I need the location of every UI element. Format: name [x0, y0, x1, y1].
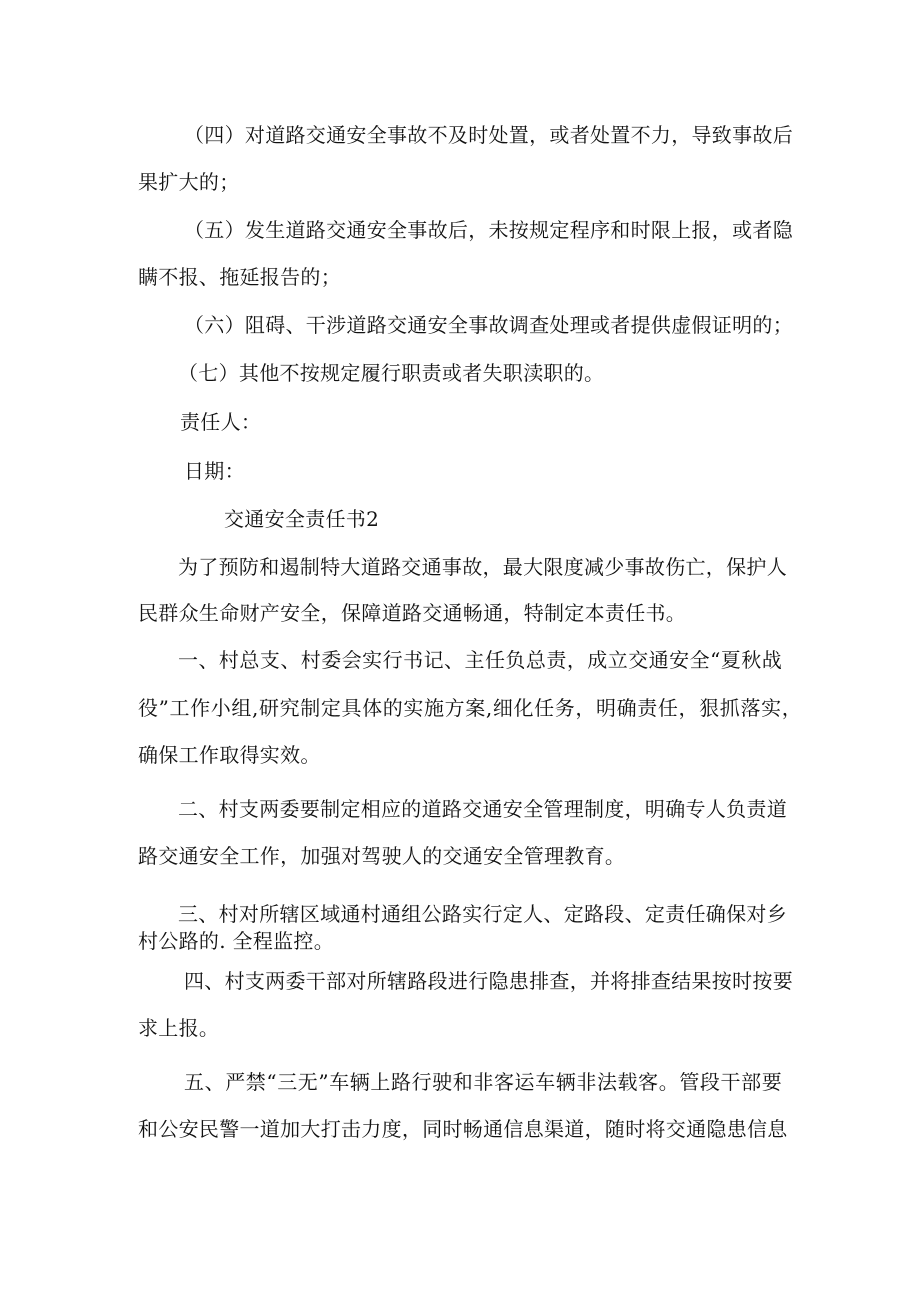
item-2-line-2: 路交通安全工作，加强对驾驶人的交通安全管理教育。	[138, 844, 626, 868]
section-title: 交通安全责任书2	[224, 507, 380, 531]
item-5-line-2: 和公安民警一道加大打击力度，同时畅通信息渠道，随时将交通隐患信息	[138, 1117, 788, 1141]
item-4-line-2: 求上报。	[138, 1016, 220, 1040]
item-3-line-2: 村公路的. 全程监控。	[138, 929, 335, 953]
clause-7-line-1: （七）其他不按规定履行职责或者失职渎职的。	[178, 361, 605, 385]
clause-5-line-2: 瞒不报、拖延报告的；	[138, 265, 341, 289]
item-3-line-1: 三、村对所辖区域通村通组公路实行定人、定路段、定责任确保对乡	[178, 902, 787, 926]
clause-4-line-1: （四）对道路交通安全事故不及时处置，或者处置不力，导致事故后	[184, 123, 793, 147]
intro-line-1: 为了预防和遏制特大道路交通事故，最大限度减少事故伤亡，保护人	[178, 555, 787, 579]
intro-line-2: 民群众生命财产安全，保障道路交通畅通，特制定本责任书。	[138, 601, 687, 625]
clause-4-line-2: 果扩大的；	[138, 170, 240, 194]
clause-5-line-1: （五）发生道路交通安全事故后，未按规定程序和时限上报，或者隐	[184, 218, 793, 242]
item-1-line-1: 一、村总支、村委会实行书记、主任负总责，成立交通安全“夏秋战	[178, 648, 782, 672]
item-4-line-1: 四、村支两委干部对所辖路段进行隐患排查，并将排查结果按时按要	[184, 969, 793, 993]
item-1-line-2: 役”工作小组,研究制定具体的实施方案,细化任务，明确责任，狠抓落实，	[138, 696, 802, 720]
responsible-person-label: 责任人：	[180, 410, 262, 434]
clause-6-line-1: （六）阻碍、干涉道路交通安全事故调查处理或者提供虚假证明的；	[184, 313, 793, 337]
item-1-line-3: 确保工作取得实效。	[138, 743, 321, 767]
date-label: 日期：	[184, 459, 245, 483]
item-5-line-1: 五、严禁“三无”车辆上路行驶和非客运车辆非法载客。管段干部要	[184, 1070, 782, 1094]
item-2-line-1: 二、村支两委要制定相应的道路交通安全管理制度，明确专人负责道	[178, 797, 787, 821]
